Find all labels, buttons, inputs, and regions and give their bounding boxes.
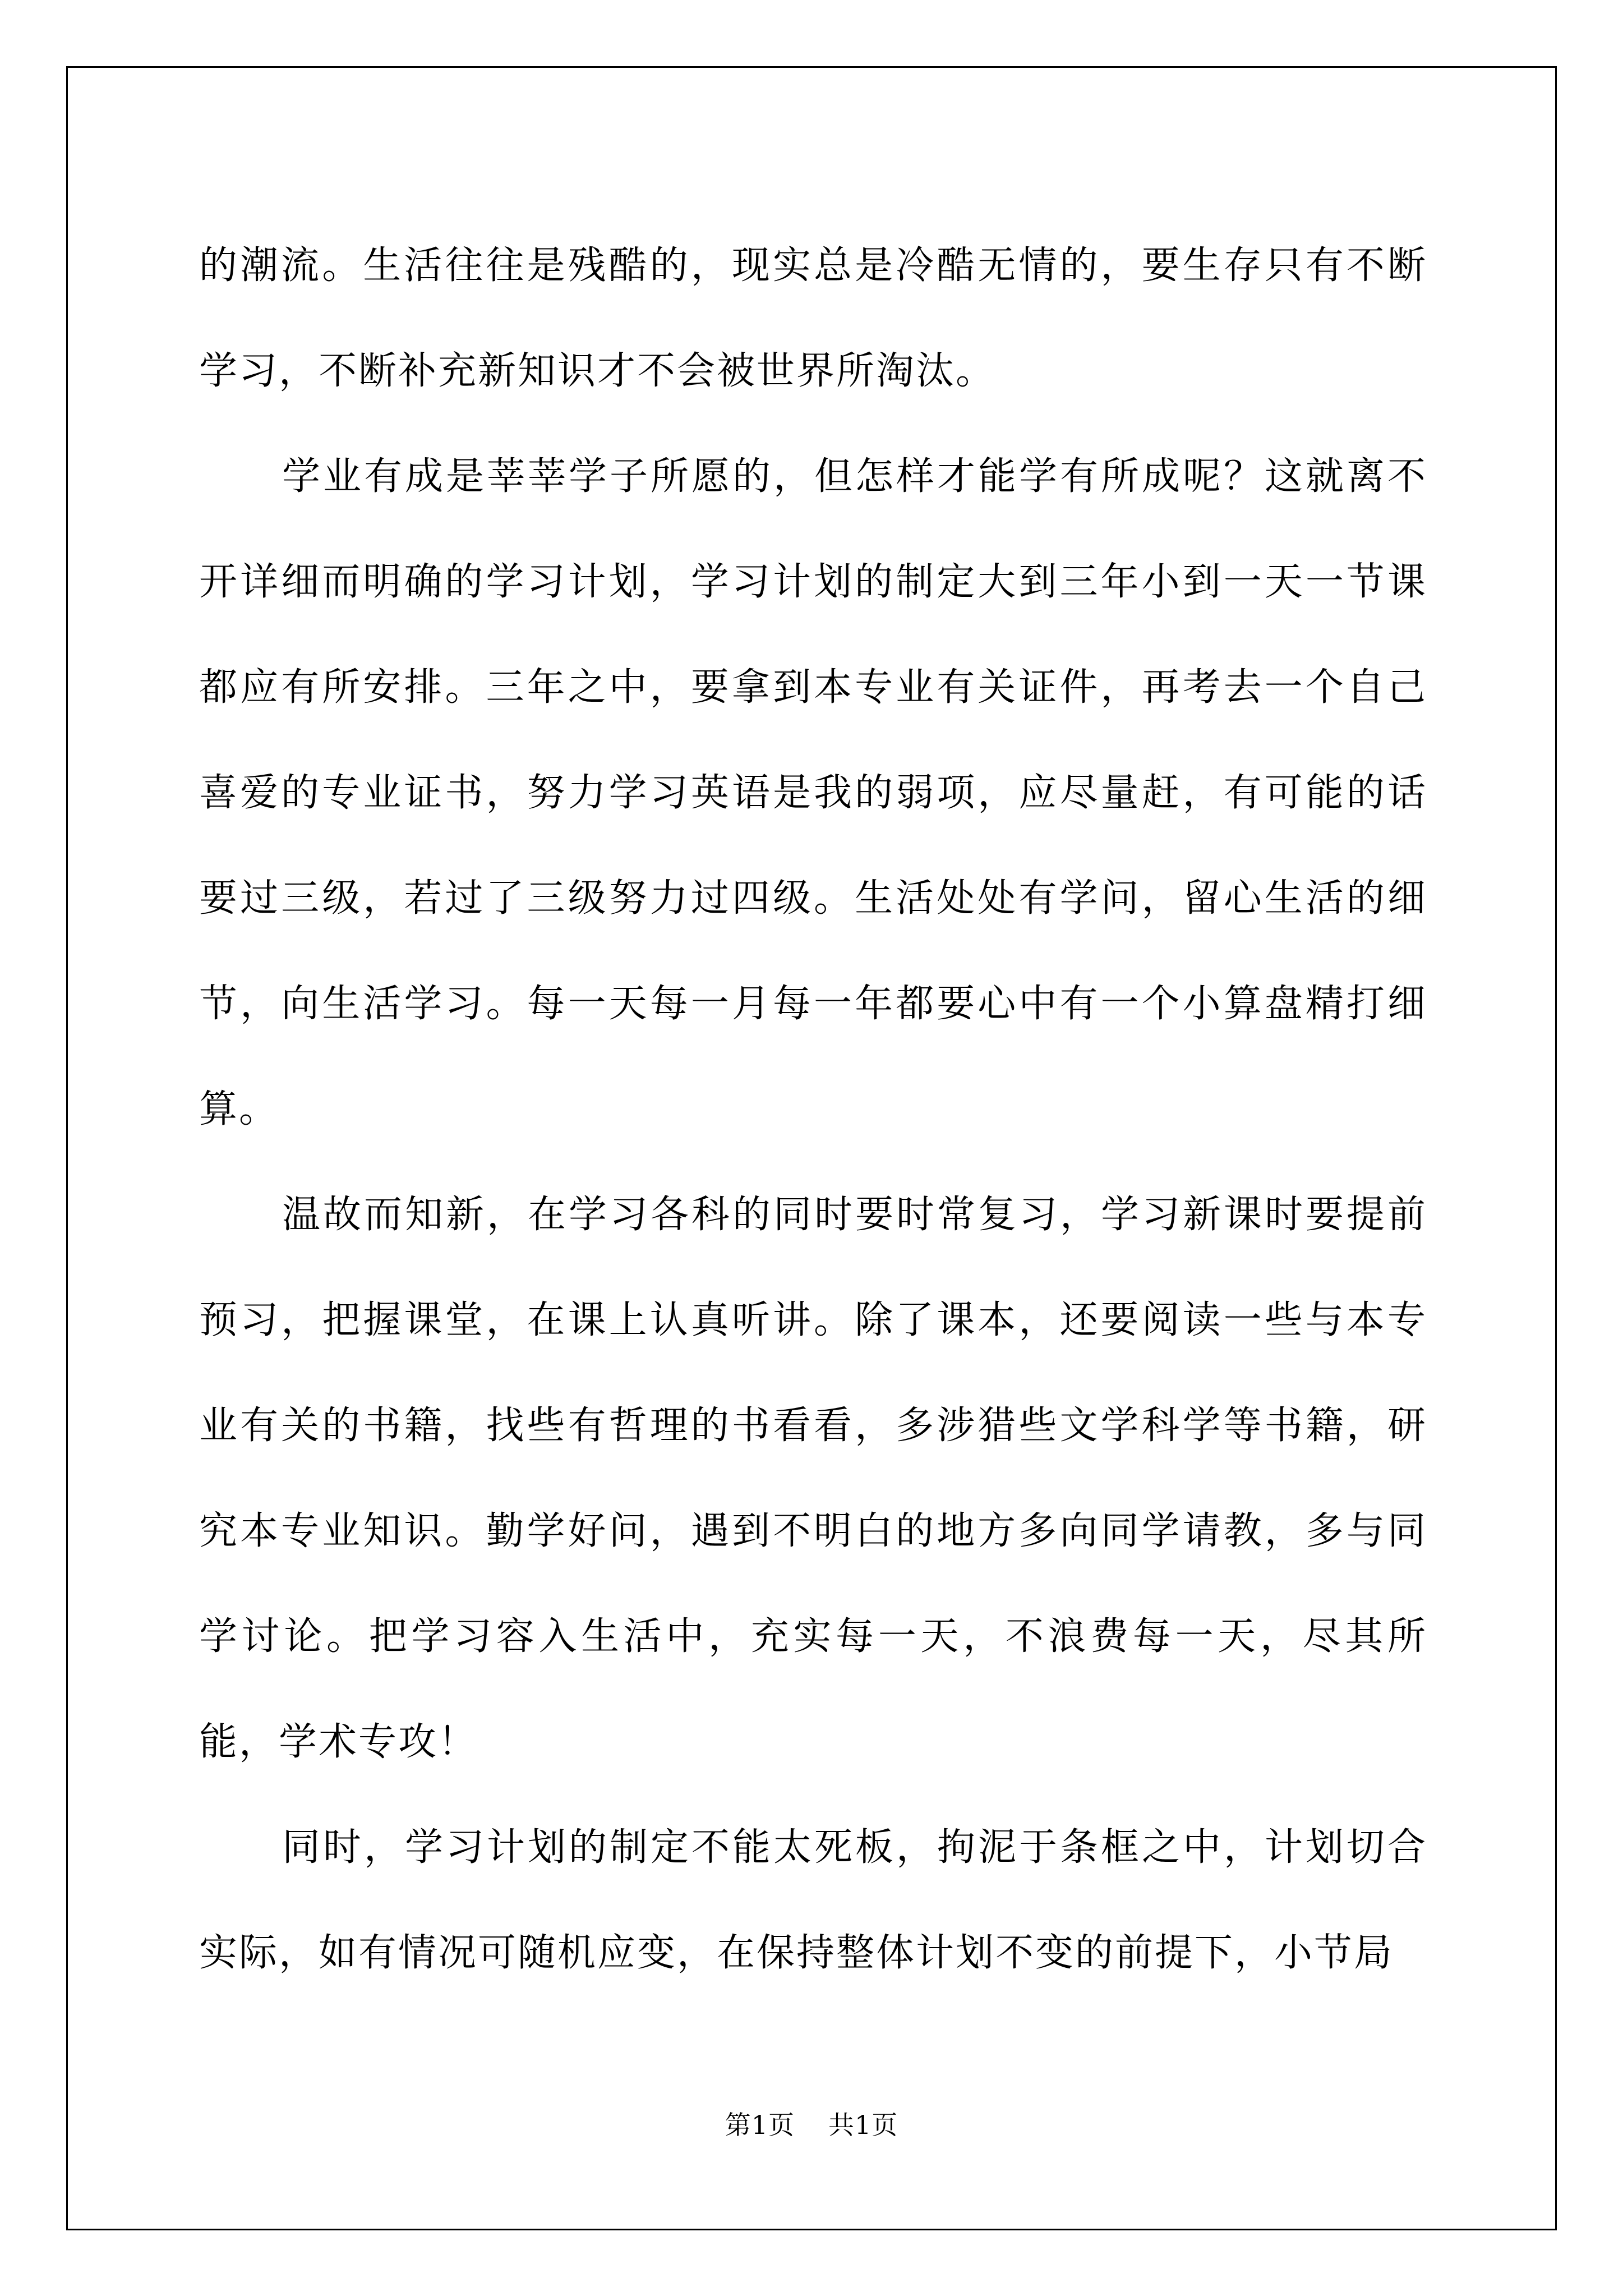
document-body (199, 213, 1427, 2006)
page-total: 共1页 (828, 2110, 898, 2140)
page-footer (0, 2108, 1623, 2142)
page-number: 第1页 (725, 2110, 795, 2140)
paragraph-4: 同时，学习计划的制定不能太死板，拘泥于条框之中，计划切合实际，如有情况可随机应变，在保持整体计划不变的前提下，小节局 (199, 1825, 1427, 1975)
paragraph-2: 学业有成是莘莘学子所愿的，但怎样才能学有所成呢？这就离不开详细而明确的学习计划，学习计划的制定大到三年小到一天一节课都应有所安排。三年之中，要拿到本专业有关证件，再考去一个自己喜爱的专业证书，努力学习英语是我的弱项，应尽量赶，有可能的话要过三级，若过了三级努力过四级。生活处处有学问，留心生活的细节，向生活学习。每一天每一月每一年都要心中有一个小算盘精打细算。 (199, 454, 1427, 1131)
paragraph-1: 的潮流。生活往往是残酷的，现实总是冷酷无情的，要生存只有不断学习，不断补充新知识才不会被世界所淘汰。 (199, 243, 1427, 393)
paragraph-3: 温故而知新，在学习各科的同时要时常复习，学习新课时要提前预习，把握课堂，在课上认真听讲。除了课本，还要阅读一些与本专业有关的书籍，找些有哲理的书看看，多涉猎些文学科学等书籍，研究本专业知识。勤学好问，遇到不明白的地方多向同学请教，多与同学讨论。把学习容入生活中，充实每一天，不浪费每一天，尽其所能，学术专攻！ (199, 1193, 1427, 1764)
